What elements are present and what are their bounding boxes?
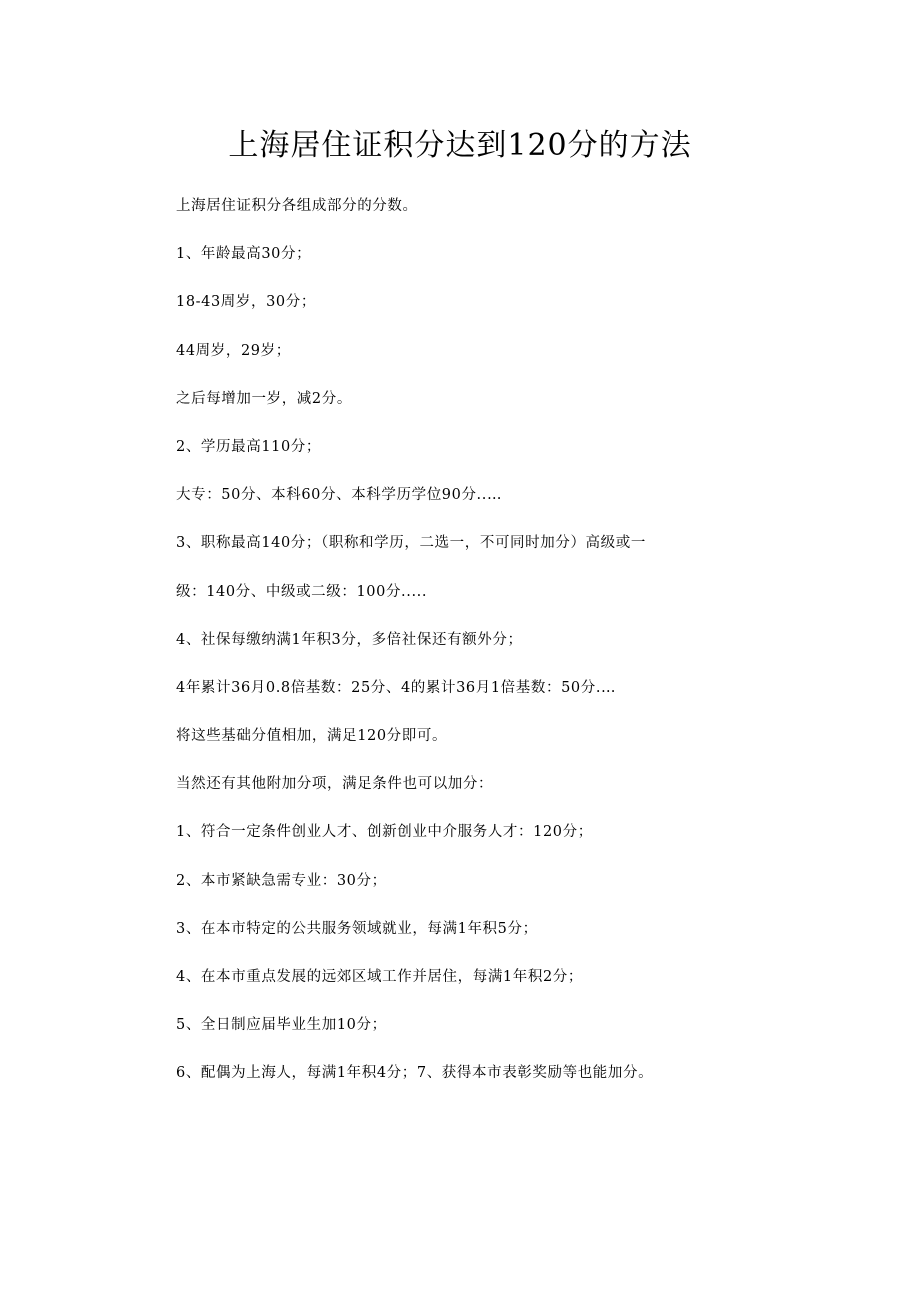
text-line: 2、本市紧缺急需专业：30分； [176,872,387,889]
text-line: 4、社保每缴纳满1年积3分，多倍社保还有额外分； [176,631,523,648]
text-line: 5、全日制应届毕业生加10分； [176,1017,387,1034]
text-line: 之后每增加一岁，减2分。 [176,390,352,407]
text-line: 44周岁，29岁； [176,342,291,359]
text-line: 3、职称最高140分；（职称和学历，二选一，不可同时加分）高级或一 [176,535,646,552]
text-line: 当然还有其他附加分项，满足条件也可以加分： [176,776,494,793]
document-body [176,188,736,1104]
text-line: 3、在本市特定的公共服务领域就业，每满1年积5分； [176,920,538,937]
text-line: 将这些基础分值相加，满足120分即可。 [176,728,448,745]
text-line: 1、年龄最高30分； [176,246,312,263]
text-line: 1、符合一定条件创业人才、创新创业中介服务人才：120分； [176,824,593,841]
text-line: 4、在本市重点发展的远郊区域工作并居住，每满1年积2分； [176,969,583,985]
text-line: 6、配偶为上海人，每满1年积4分；7、获得本市表彰奖励等也能加分。 [176,1065,654,1082]
text-line: 4年累计36月0.8倍基数：25分、4的累计36月1倍基数：50分.… [176,679,617,696]
text-line: 级：140分、中级或二级：100分..... [176,583,428,600]
document-title: 上海居住证积分达到120分的方法 [228,128,692,163]
text-line: 上海居住证积分各组成部分的分数。 [176,198,418,214]
text-line: 18-43周岁，30分； [176,294,316,311]
text-line: 大专：50分、本科60分、本科学历学位90分..… [176,487,503,504]
text-line: 2、学历最高110分； [176,438,322,455]
